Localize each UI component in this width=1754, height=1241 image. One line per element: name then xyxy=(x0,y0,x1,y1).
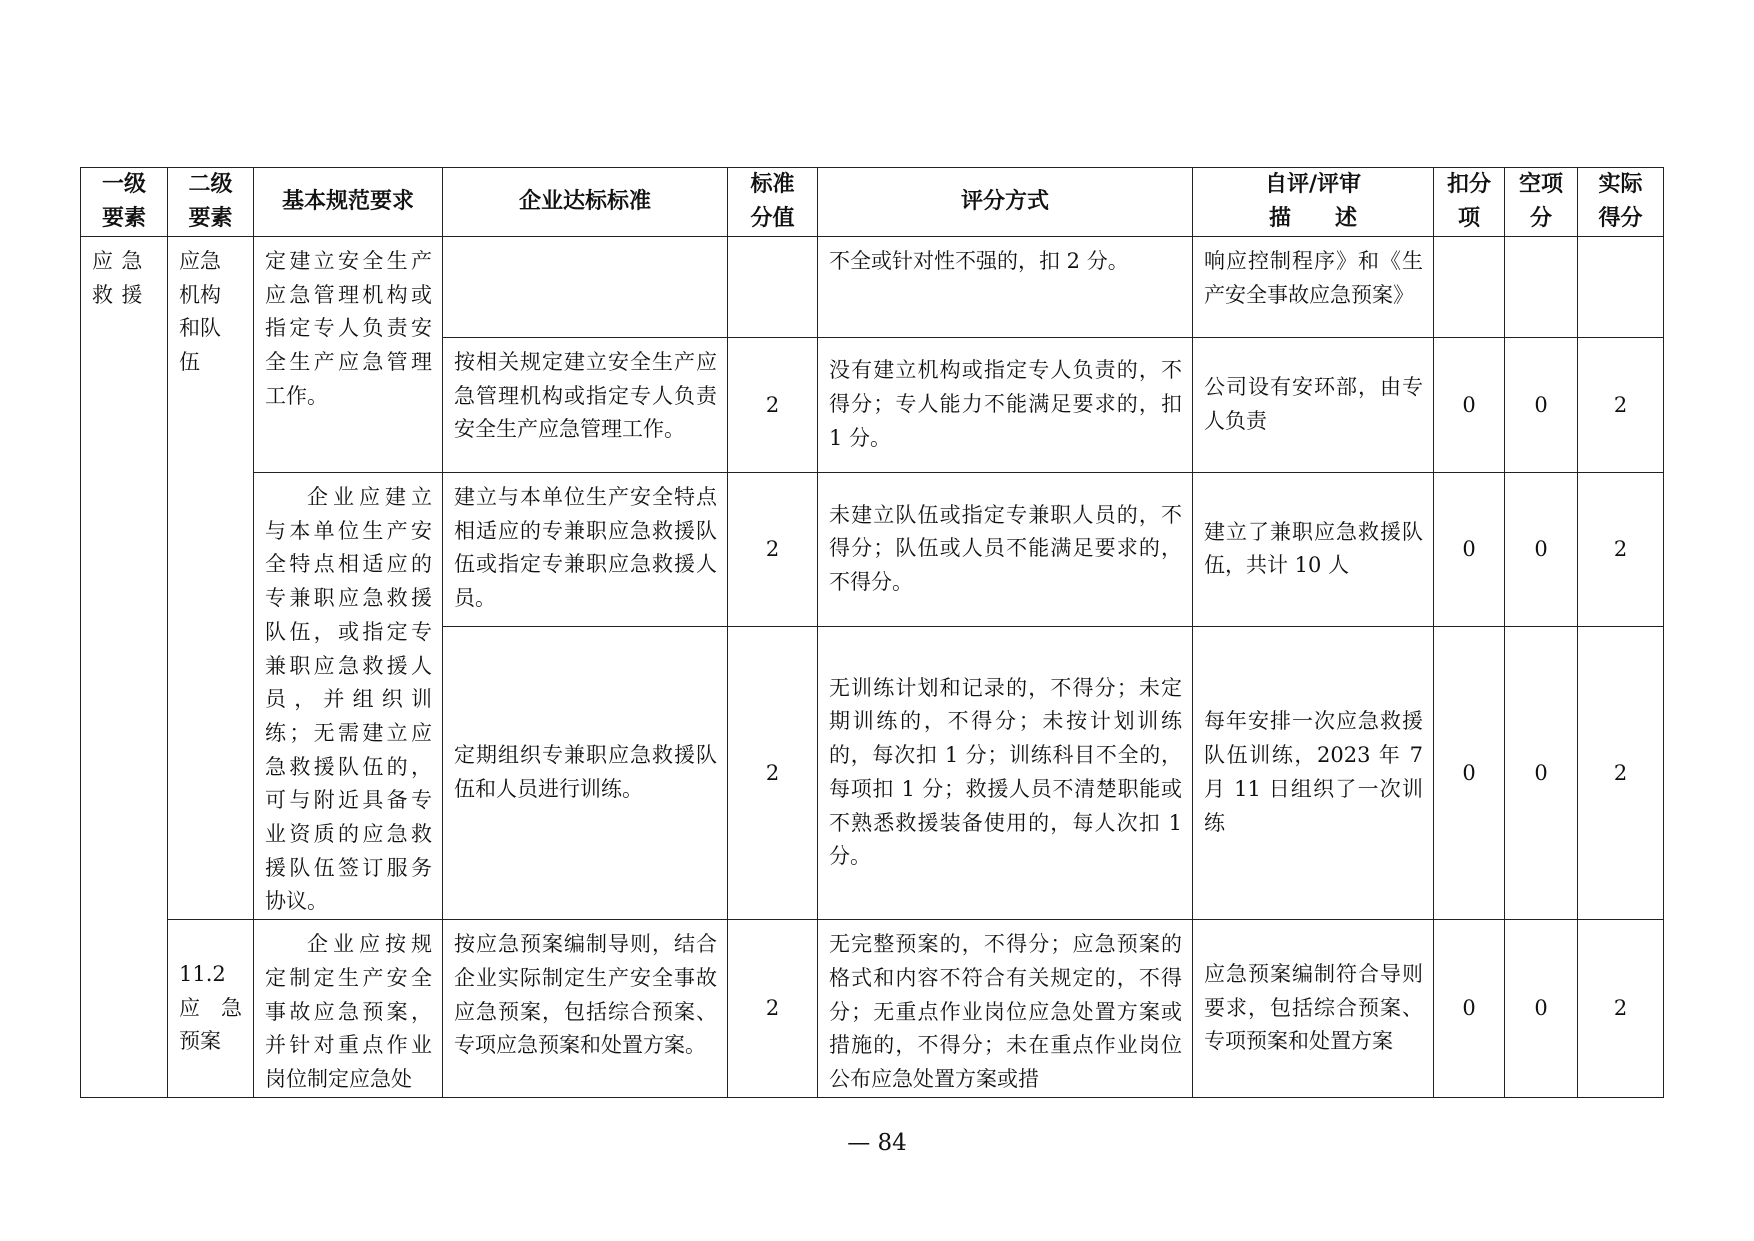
cell-standard: 按相关规定建立安全生产应急管理机构或指定专人负责安全生产应急管理工作。 xyxy=(443,338,728,473)
cell-actual xyxy=(1578,237,1664,338)
header-score-value: 标准 分值 xyxy=(728,168,818,237)
cell-requirement: 企业应建立与本单位生产安全特点相适应的专兼职应急救援队伍，或指定专兼职应急救援人员，并组织训练；无需建立应急救援队伍的，可与附近具备专业资质的应急救援队伍签订服务协议。 xyxy=(254,473,443,920)
table-row xyxy=(81,920,1664,1098)
cell-deduction: 0 xyxy=(1434,920,1505,1098)
cell-self-eval: 公司设有安环部，由专人负责 xyxy=(1193,338,1434,473)
cell-empty: 0 xyxy=(1505,338,1578,473)
header-empty: 空项 分 xyxy=(1505,168,1578,237)
header-self-eval: 自评/评审 描 述 xyxy=(1193,168,1434,237)
cell-scoring-method: 不全或针对性不强的，扣 2 分。 xyxy=(818,237,1193,338)
cell-deduction xyxy=(1434,237,1505,338)
table-row xyxy=(81,473,1664,627)
cell-scoring-method: 无完整预案的，不得分；应急预案的格式和内容不符合有关规定的，不得分；无重点作业岗位应急处置方案或措施的，不得分；未在重点作业岗位公布应急处置方案或措 xyxy=(818,920,1193,1098)
cell-requirement: 企业应按规定制定生产安全事故应急预案，并针对重点作业岗位制定应急处 xyxy=(254,920,443,1098)
header-deduction: 扣分 项 xyxy=(1434,168,1505,237)
cell-score-value: 2 xyxy=(728,920,818,1098)
cell-empty: 0 xyxy=(1505,626,1578,920)
cell-scoring-method: 无训练计划和记录的，不得分；未定期训练的，不得分；未按计划训练的，每次扣 1 分；训练科目不全的，每项扣 1 分；救援人员不清楚职能或不熟悉救援装备使用的，每人次扣 1 分。 xyxy=(818,626,1193,920)
cell-score-value xyxy=(728,237,818,338)
cell-actual: 2 xyxy=(1578,920,1664,1098)
cell-empty: 0 xyxy=(1505,473,1578,627)
cell-standard: 建立与本单位生产安全特点相适应的专兼职应急救援队伍或指定专兼职应急救援人员。 xyxy=(443,473,728,627)
cell-standard: 按应急预案编制导则，结合企业实际制定生产安全事故应急预案，包括综合预案、专项应急预案和处置方案。 xyxy=(443,920,728,1098)
cell-actual: 2 xyxy=(1578,626,1664,920)
cell-scoring-method: 没有建立机构或指定专人负责的，不得分；专人能力不能满足要求的，扣 1 分。 xyxy=(818,338,1193,473)
cell-actual: 2 xyxy=(1578,473,1664,627)
header-row xyxy=(81,168,1664,237)
cell-level2: 11.2 应 急 预案 xyxy=(168,920,254,1098)
cell-deduction: 0 xyxy=(1434,338,1505,473)
header-level1: 一级 要素 xyxy=(81,168,168,237)
scoring-table xyxy=(80,167,1664,1098)
cell-level2: 应急 机构 和队 伍 xyxy=(168,237,254,920)
cell-empty xyxy=(1505,237,1578,338)
cell-score-value: 2 xyxy=(728,338,818,473)
cell-self-eval: 应急预案编制符合导则要求，包括综合预案、专项预案和处置方案 xyxy=(1193,920,1434,1098)
header-actual: 实际 得分 xyxy=(1578,168,1664,237)
header-standard: 企业达标标准 xyxy=(443,168,728,237)
cell-empty: 0 xyxy=(1505,920,1578,1098)
header-requirement: 基本规范要求 xyxy=(254,168,443,237)
cell-score-value: 2 xyxy=(728,626,818,920)
header-level2: 二级 要素 xyxy=(168,168,254,237)
cell-self-eval: 建立了兼职应急救援队伍，共计 10 人 xyxy=(1193,473,1434,627)
cell-deduction: 0 xyxy=(1434,626,1505,920)
cell-deduction: 0 xyxy=(1434,473,1505,627)
cell-scoring-method: 未建立队伍或指定专兼职人员的，不得分；队伍或人员不能满足要求的，不得分。 xyxy=(818,473,1193,627)
table-row xyxy=(81,237,1664,338)
header-scoring-method: 评分方式 xyxy=(818,168,1193,237)
cell-requirement: 定建立安全生产应急管理机构或指定专人负责安全生产应急管理工作。 xyxy=(254,237,443,473)
page-number: — 84 xyxy=(847,1130,907,1156)
cell-standard: 定期组织专兼职应急救援队伍和人员进行训练。 xyxy=(443,626,728,920)
cell-self-eval: 每年安排一次应急救援队伍训练，2023 年 7 月 11 日组织了一次训练 xyxy=(1193,626,1434,920)
cell-score-value: 2 xyxy=(728,473,818,627)
cell-level1: 应急 救援 xyxy=(81,237,168,1098)
cell-self-eval: 响应控制程序》和《生产安全事故应急预案》 xyxy=(1193,237,1434,338)
cell-actual: 2 xyxy=(1578,338,1664,473)
cell-standard xyxy=(443,237,728,338)
